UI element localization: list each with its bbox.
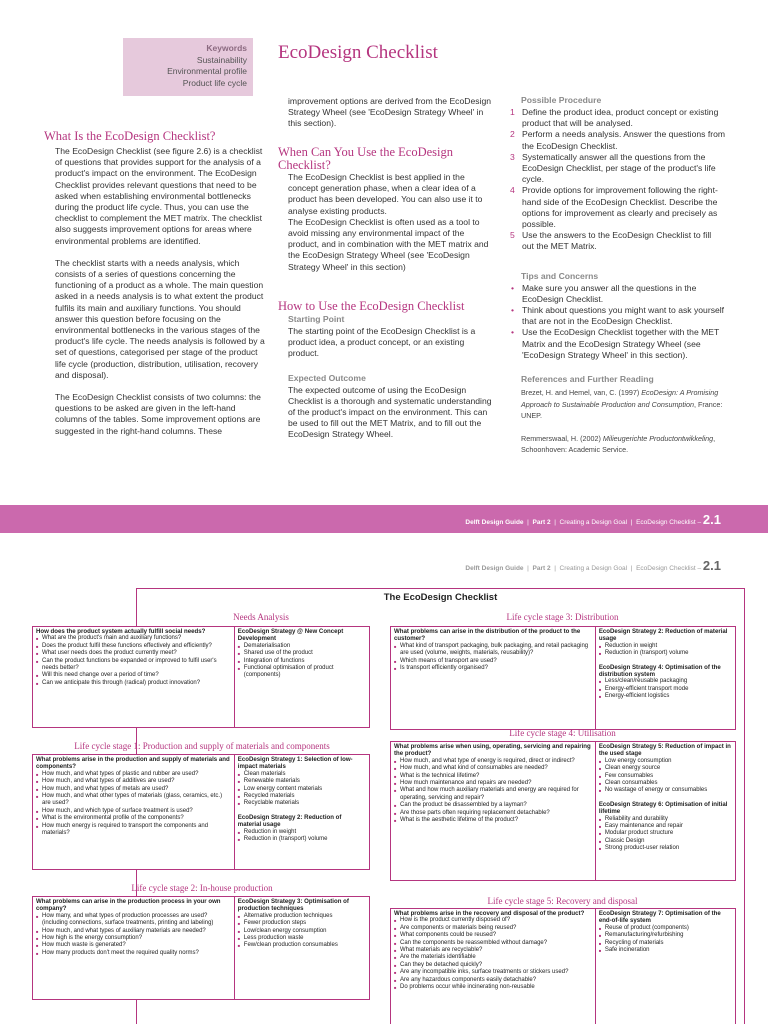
strategies-column [235,755,369,869]
list-item: ■ Does the product fulfil these functions effectively and efficiently? [36,643,231,650]
list-item: ■ Low/clean energy consumption [238,928,366,935]
list-item: ■ Can the product functions be expanded or improved to fulfil user's needs better? [36,658,231,673]
list-item: ■ What and how much auxiliary materials and energy are required for operating, servicing and repair? [394,787,592,802]
questions-column [33,627,235,727]
list-item: ■ Shared use of the product [238,650,366,657]
list-item: ■ How much maintenance and repairs are needed? [394,780,592,787]
list-item: ■ Will this need change over a period of time? [36,672,231,679]
stage-3-table [390,626,736,730]
list-item: ■ How is the product currently disposed of? [394,917,592,924]
list-item: ■ How much waste is generated? [36,942,231,949]
procedure-step: 1 Define the product idea, product concept or existing product that will be analysed. [510,107,719,129]
table-header: EcoDesign Strategy 2: Reduction of material usage [598,628,728,643]
what-is-heading: What Is the EcoDesign Checklist? [44,129,216,143]
table-header: What problems can arise in the distribution of the product to the customer? [394,628,581,643]
questions-column [391,627,596,729]
list-item: ■ Which means of transport are used? [394,658,592,665]
keyword-item: Product life cycle [182,77,247,88]
list-item: ■ How much, and what type of energy is required, direct or indirect? [394,758,592,765]
strategies-column [596,627,735,729]
strategies-column [596,909,735,1024]
tip-item: • Think about questions you might want to ask yourself that are not in the EcoDesign Checklist. [511,305,725,327]
left-column-text [55,146,269,448]
list-item: ■ Dematerialisation [238,643,366,650]
list-item: ■ Are components or materials being reused? [394,925,592,932]
section-number: 2.1 [702,512,721,527]
list-item: ■ How many, and what types of production processes are used? (including connections, surface treatments, printing and labeling) [36,913,231,928]
question-list [394,758,592,825]
strategy-list [599,816,732,853]
list-item: ■ What components could be reused? [394,932,592,939]
table-header: EcoDesign Strategy 6: Optimisation of initial lifetime [598,800,728,816]
list-item: ■ Can the product be disassembled by a layman? [394,802,592,809]
list-item: ■ Reduction in weight [238,829,366,836]
table-header: EcoDesign Strategy @ New Concept Development [237,628,344,643]
keyword-item: Environmental profile [167,66,247,76]
list-item: ■ How many products don't meet the required quality norms? [36,950,231,957]
needs-analysis-table [32,626,370,728]
list-item: ■ Clean materials [238,771,366,778]
footer-text: Delft Design Guide | Part 2 | Creating a Design Goal | EcoDesign Checklist – 2.1 [465,512,721,527]
list-item: ■ Renewable materials [238,778,366,785]
table-header: What problems can arise in the production process in your own company? [36,898,221,913]
paragraph: The EcoDesign Checklist is best applied in the concept generation phase, when a clear idea of a product has been developed. You can also use it to analyse existing products. [288,172,483,216]
strategies-column [596,742,735,880]
list-item: ■ How much, and what types of auxiliary materials are needed? [36,928,231,935]
list-item: ■ Energy-efficient logistics [599,693,732,700]
list-item: ■ Modular product structure [599,830,732,837]
list-item: ■ What user needs does the product currently meet? [36,650,231,657]
list-item: ■ Recycling of materials [599,940,732,947]
table-header: What problems arise when using, operating, servicing and repairing the product? [394,743,591,758]
questions-column [391,742,596,880]
list-item: ■ How much, and what other types of materials (glass, ceramics, etc.) are used? [36,793,231,808]
strategy-list [238,829,366,844]
stage-2-title: Life cycle stage 2: In-house production [131,883,273,893]
table-header: EcoDesign Strategy 3: Optimisation of production techniques [237,898,349,913]
list-item: ■ Is transport efficiently organised? [394,665,592,672]
starting-point-label: Starting Point [288,314,345,324]
strategy-list [599,925,732,955]
keywords-box [123,38,253,96]
paragraph: improvement options are derived from the EcoDesign Strategy Wheel (see 'EcoDesign Strategy Wheel' in this section). [288,96,492,129]
middle-column [288,96,498,142]
procedure-step: 3 Systematically answer all the questions from the EcoDesign Checklist, per stage of the product's life cycle. [510,151,716,185]
list-item: ■ Are those parts often requiring replacement detachable? [394,810,592,817]
list-item: ■ Integration of functions [238,658,366,665]
list-item: ■ Recyclable materials [238,800,366,807]
list-item: ■ Are any incompatible inks, surface treatments or stickers used? [394,969,592,976]
list-item: ■ How much, and what kind of consumables are needed? [394,765,592,772]
list-item: ■ How much, and what types of metals are used? [36,786,231,793]
checklist-title: The EcoDesign Checklist [383,592,498,603]
list-item: ■ Low energy consumption [599,758,732,765]
strategies-column [235,627,369,727]
questions-column [391,909,596,1024]
stage-3-title: Life cycle stage 3: Distribution [506,612,619,622]
list-item: ■ How much, and what types of plastic and rubber are used? [36,771,231,778]
tip-item: • Make sure you answer all the questions in the EcoDesign Checklist. [511,282,697,304]
list-item: ■ Less production waste [238,935,366,942]
list-item: ■ Strong product-user relation [599,845,732,852]
expected-outcome-label: Expected Outcome [288,372,366,383]
stage-5-table [390,908,736,1024]
list-item: ■ What is the technical lifetime? [394,773,592,780]
stage-2-table [32,896,370,1000]
procedure-list [510,107,725,253]
list-item: ■ Can we anticipate this through (radical) product innovation? [36,680,231,687]
question-list [36,771,231,838]
strategy-list [238,643,366,680]
procedure-step: 4 Provide options for improvement following the right-hand side of the EcoDesign Checklist. Describe the options for improvement as clearly and precisely as possible. [510,185,718,230]
list-item: ■ Low energy content materials [238,786,366,793]
list-item: ■ Safe incineration [599,947,732,954]
list-item: ■ Few/clean production consumables [238,942,366,949]
right-column [510,95,725,456]
table-header: EcoDesign Strategy 4: Optimisation of the distribution system [598,663,721,679]
list-item: ■ Energy-efficient transport mode [599,686,732,693]
paragraph: The checklist starts with a needs analysis, which consists of a series of questions concerning the functioning of a product as a whole. The main question asked in a needs analysis is to what extent the product fulfils its main and auxiliary functions. You should answer this question before focusing on the environmental bottlenecks in the various stages of the product's life cycle. The needs analysis is followed by a set of questions, categorised per stage of the product life cycle (production, distribution, utilisation, recovery and disposal). [55,257,265,380]
strategy-list [238,771,366,808]
how-text [288,314,496,441]
list-item: ■ Classic Design [599,838,732,845]
paragraph: The EcoDesign Checklist consists of two columns: the questions to be asked are given in the left-hand columns of the tables. Some improvement options are suggested in the right-hand columns. These [55,392,261,436]
question-list [36,635,231,687]
strategies-column [235,897,369,999]
tips-label: Tips and Concerns [521,270,599,281]
list-item: ■ How much, and which type of surface treatment is used? [36,808,231,815]
table-header: What problems arise in the recovery and disposal of the product? [394,910,585,917]
reference-1: Brezet, H. and Hemel, van, C. (1997) EcoDesign: A Promising Approach to Sustainable Production and Consumption, France: UNEP. [521,388,723,421]
list-item: ■ Less/clean/reusable packaging [599,678,732,685]
question-list [394,643,592,673]
when-text [288,172,496,284]
list-item: ■ Reduction in (transport) volume [599,650,732,657]
list-item: ■ Remanufacturing/refurbishing [599,932,732,939]
list-item: ■ Are the materials identifiable [394,954,592,961]
procedure-label: Possible Procedure [521,95,602,105]
tip-item: • Use the EcoDesign Checklist together with the MET Matrix and the EcoDesign Strategy Wheel (see 'EcoDesign Strategy Wheel' in this section). [511,327,720,360]
list-item: ■ What is the environmental profile of the components? [36,815,231,822]
list-item: ■ Reduction in (transport) volume [238,836,366,843]
table-header: EcoDesign Strategy 7: Optimisation of the end-of-life system [598,910,721,925]
when-heading: When Can You Use the EcoDesign Checklist? [278,145,453,172]
paragraph: The EcoDesign Checklist is often used as a tool to avoid missing any environmental impact of the product, and in combination with the MET matrix and the EcoDesign Strategy Wheel (see 'EcoDesign Strategy Wheel' in this section) [288,216,489,272]
list-item: ■ How high is the energy consumption? [36,935,231,942]
list-item: ■ Can they be detached quickly? [394,962,592,969]
stage-4-table [390,741,736,881]
tips-list [510,283,725,361]
list-item: ■ Clean consumables [599,780,732,787]
question-list [36,913,231,957]
reference-2: Remmerswaal, H. (2002) Milieugerichte Productontwikkeling, Schoonhoven: Academic Service. [521,433,716,455]
how-heading: How to Use the EcoDesign Checklist [278,299,465,313]
stage-5-title: Life cycle stage 5: Recovery and disposal [487,896,638,906]
list-item: ■ Functional optimisation of product (components) [238,665,366,680]
list-item: ■ Recycled materials [238,793,366,800]
paragraph: The EcoDesign Checklist (see figure 2.6) is a checklist of questions that provides support for the analysis of a product's impact on the environment. The EcoDesign Checklist provides relevant questions that need to be asked when establishing environmental bottlenecks during the product life cycle. Thus, you can use the checklist to complement the MET matrix. The checklist also suggests improvement options for areas where environmental problems are identified. [55,146,263,246]
list-item: ■ Alternative production techniques [238,913,366,920]
references-label: References and Further Reading [521,374,654,385]
expected-outcome-text: The expected outcome of using the EcoDesign Checklist is a thorough and systematic understanding of the product's impact on the environment. This can be used to fill out the MET Matrix, and to fill out the EcoDesign Strategy Wheel. [288,384,492,440]
table-header: EcoDesign Strategy 5: Reduction of impact in the used stage [598,743,731,758]
strategy-list [599,758,732,795]
strategy-list [599,678,732,700]
table-header: EcoDesign Strategy 1: Selection of low-impact materials [237,756,353,771]
procedure-step: 2 Perform a needs analysis. Answer the questions from the EcoDesign Checklist. [510,129,726,151]
left-column [44,130,269,143]
stage-1-table [32,754,370,870]
table-header: EcoDesign Strategy 2: Reduction of material usage [237,813,342,829]
questions-column [33,897,235,999]
table-header: How does the product system actually fulfill social needs? [36,628,206,635]
list-item: ■ Clean energy source [599,765,732,772]
starting-point-text: The starting point of the EcoDesign Checklist is a product idea, a product concept, or an existing product. [288,326,476,359]
questions-column [33,755,235,869]
strategy-list [238,913,366,950]
stage-4-title: Life cycle stage 4: Utilisation [509,728,616,738]
list-item: ■ What is the aesthetic lifetime of the product? [394,817,592,824]
table-header: What problems arise in the production and supply of materials and components? [36,756,230,771]
list-item: ■ Easy maintenance and repair [599,823,732,830]
list-item: ■ No wastage of energy or consumables [599,787,732,794]
list-item: ■ What kind of transport packaging, bulk packaging, and retail packaging are used (volume, weights, materials, reusability)? [394,643,592,658]
list-item: ■ What materials are recyclable? [394,947,592,954]
needs-analysis-title: Needs Analysis [233,612,289,622]
keyword-item: Sustainability [196,54,247,65]
page-header-text: Delft Design Guide | Part 2 | Creating a Design Goal | EcoDesign Checklist – 2.1 [465,558,721,573]
list-item: ■ How much energy is required to transport the components and materials? [36,823,231,838]
section-number: 2.1 [702,558,721,573]
list-item: ■ Reuse of product (components) [599,925,732,932]
list-item: ■ Can the components be reassembled without damage? [394,940,592,947]
page-title: EcoDesign Checklist [278,42,438,63]
stage-1-title: Life cycle stage 1: Production and supply of materials and components [74,741,330,751]
list-item: ■ Do problems occur while incinerating non-reusable [394,984,592,991]
procedure-step: 5 Use the answers to the EcoDesign Checklist to fill out the MET Matrix. [510,230,712,252]
list-item: ■ Are any hazardous components easily detachable? [394,977,592,984]
list-item: ■ Fewer production steps [238,920,366,927]
question-list [394,917,592,991]
list-item: ■ Reliability and durability [599,816,732,823]
list-item: ■ How much, and what types of additives are used? [36,778,231,785]
list-item: ■ What are the product's main and auxiliary functions? [36,635,231,642]
list-item: ■ Few consumables [599,773,732,780]
list-item: ■ Reduction in weight [599,643,732,650]
keywords-title: Keywords [206,43,247,53]
strategy-list [599,643,732,658]
